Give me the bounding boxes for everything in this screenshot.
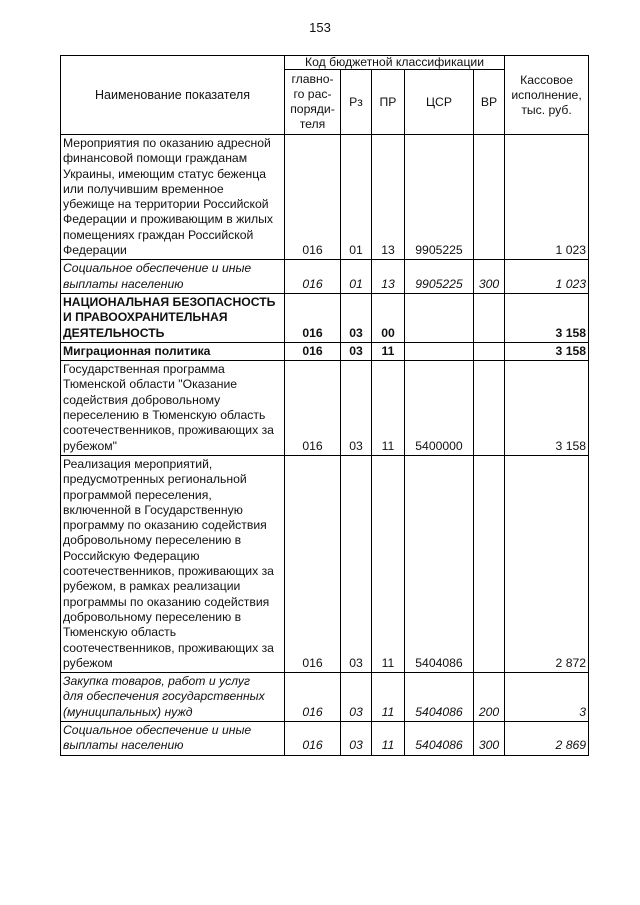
row-main-manager: 016 — [285, 361, 341, 456]
row-csr: 9905225 — [405, 135, 474, 260]
row-name: Социальное обеспечение и иные выплаты населению — [61, 721, 285, 755]
row-amount: 3 — [505, 673, 589, 722]
row-csr: 5404086 — [405, 673, 474, 722]
row-rz: 01 — [341, 135, 372, 260]
row-amount: 1 023 — [505, 135, 589, 260]
header-rz: Рз — [341, 70, 372, 135]
row-name: НАЦИОНАЛЬНАЯ БЕЗОПАСНОСТЬ И ПРАВООХРАНИТЕЛЬНАЯ ДЕЯТЕЛЬНОСТЬ — [61, 293, 285, 342]
row-vr — [474, 135, 505, 260]
row-pr: 13 — [372, 260, 405, 294]
table-row — [61, 721, 589, 755]
row-csr — [405, 293, 474, 342]
header-cash-execution: Кассовое исполнение, тыс. руб. — [505, 56, 589, 135]
row-main-manager: 016 — [285, 721, 341, 755]
table-row — [61, 135, 589, 260]
row-rz: 03 — [341, 361, 372, 456]
row-main-manager: 016 — [285, 455, 341, 672]
row-pr: 11 — [372, 361, 405, 456]
row-main-manager: 016 — [285, 673, 341, 722]
header-pr: ПР — [372, 70, 405, 135]
row-vr: 300 — [474, 260, 505, 294]
row-main-manager: 016 — [285, 260, 341, 294]
header-main-manager: главно- го рас- поряди- теля — [285, 70, 341, 135]
row-name: Реализация мероприятий, предусмотренных региональной программой переселения, включенной в Государственную программу по оказанию содействия добровольному переселению в Российскую Федерацию соотечественников, проживающих за рубежом, в рамках реализации программы по оказанию содействия добровольному переселению в Тюменскую область соотечественников, проживающих за рубежом — [61, 455, 285, 672]
row-rz: 03 — [341, 673, 372, 722]
row-amount: 3 158 — [505, 293, 589, 342]
row-pr: 11 — [372, 721, 405, 755]
table-row — [61, 260, 589, 294]
row-csr — [405, 342, 474, 360]
row-csr: 5404086 — [405, 455, 474, 672]
row-name: Государственная программа Тюменской области "Оказание содействия добровольному переселению в Тюменскую область соотечественников, проживающих за рубежом" — [61, 361, 285, 456]
table-row — [61, 455, 589, 672]
row-amount: 3 158 — [505, 361, 589, 456]
row-amount: 1 023 — [505, 260, 589, 294]
row-csr: 5400000 — [405, 361, 474, 456]
row-amount: 3 158 — [505, 342, 589, 360]
row-pr: 00 — [372, 293, 405, 342]
row-main-manager: 016 — [285, 342, 341, 360]
row-main-manager: 016 — [285, 293, 341, 342]
budget-table — [60, 55, 589, 756]
row-name: Миграционная политика — [61, 342, 285, 360]
row-pr: 13 — [372, 135, 405, 260]
table-row — [61, 361, 589, 456]
table-row — [61, 673, 589, 722]
row-vr — [474, 293, 505, 342]
header-indicator-name: Наименование показателя — [61, 56, 285, 135]
row-amount: 2 872 — [505, 455, 589, 672]
row-vr: 200 — [474, 673, 505, 722]
header-code-group: Код бюджетной классификации — [285, 56, 505, 70]
header-csr: ЦСР — [405, 70, 474, 135]
table-row — [61, 342, 589, 360]
row-vr — [474, 361, 505, 456]
row-csr: 5404086 — [405, 721, 474, 755]
table-row — [61, 293, 589, 342]
header-vr: ВР — [474, 70, 505, 135]
header-row — [61, 56, 589, 70]
row-pr: 11 — [372, 342, 405, 360]
row-csr: 9905225 — [405, 260, 474, 294]
row-rz: 03 — [341, 721, 372, 755]
row-rz: 03 — [341, 455, 372, 672]
row-vr — [474, 455, 505, 672]
row-vr — [474, 342, 505, 360]
row-rz: 03 — [341, 342, 372, 360]
row-name: Социальное обеспечение и иные выплаты населению — [61, 260, 285, 294]
row-amount: 2 869 — [505, 721, 589, 755]
row-rz: 01 — [341, 260, 372, 294]
row-pr: 11 — [372, 673, 405, 722]
row-pr: 11 — [372, 455, 405, 672]
row-rz: 03 — [341, 293, 372, 342]
row-main-manager: 016 — [285, 135, 341, 260]
page-number: 153 — [309, 20, 331, 35]
row-name: Мероприятия по оказанию адресной финансовой помощи гражданам Украины, имеющим статус беженца или получившим временное убежище на территории Российской Федерации и проживающим в жилых помещениях граждан Российской Федерации — [61, 135, 285, 260]
row-name: Закупка товаров, работ и услуг для обеспечения государственных (муниципальных) нужд — [61, 673, 285, 722]
row-vr: 300 — [474, 721, 505, 755]
